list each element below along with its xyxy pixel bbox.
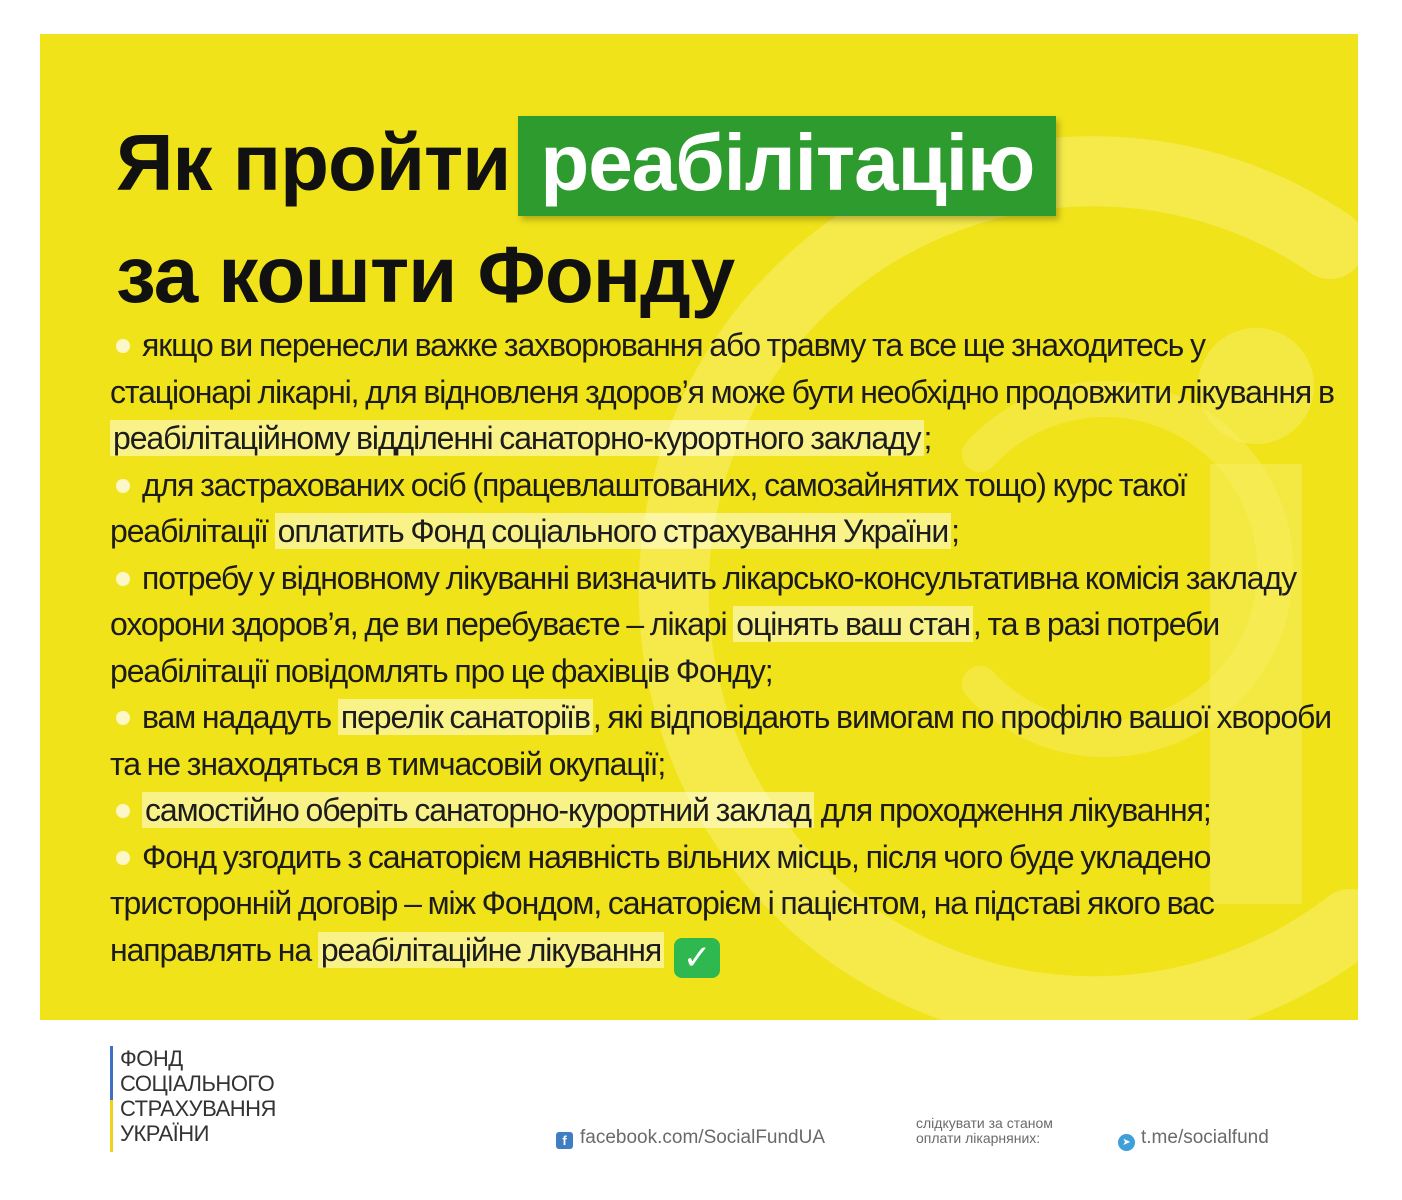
logo-stripe-blue: [110, 1046, 113, 1100]
bullet-item: [110, 694, 1340, 787]
bullet-text-end: , які відповідають вимогам по профілю вашої хвороби та не знаходяться в тимчасовій окупації;: [110, 699, 1332, 782]
title-highlight: реабілітацію: [518, 116, 1056, 216]
facebook-icon: f: [556, 1132, 573, 1149]
bullet-dot-icon: [116, 572, 130, 586]
bullet-text: вам нададуть: [142, 699, 338, 735]
highlighted-text: реабілітаційному відділенні санаторно-курортного закладу: [110, 420, 924, 456]
title-prefix: Як пройти: [116, 118, 511, 207]
bullet-text-end: для проходження лікування;: [814, 792, 1211, 828]
tracking-caption-line-2: оплати лікарняних:: [916, 1130, 1041, 1146]
highlighted-text: оплатить Фонд соціального страхування України: [275, 513, 952, 549]
bullet-text-end: , та в разі потреби реабілітації повідомлять про це фахівців Фонду;: [110, 606, 1220, 689]
bullet-dot-icon: [116, 711, 130, 725]
logo-text: [120, 1046, 276, 1146]
facebook-link[interactable]: [556, 1127, 825, 1149]
bullet-text: Фонд узгодить з санаторієм наявність вільних місць, після чого буде укладено тристоронній договір – між Фондом, санаторієм і пацієнтом, на підставі якого вас направлять на: [110, 838, 1214, 968]
fund-logo: [110, 1046, 310, 1152]
bullet-text: потребу у відновному лікуванні визначить лікарсько-консультативна комісія закладу охорони здоров’я, де ви перебуваєте – лікарі: [110, 559, 1296, 642]
bullet-item: [110, 787, 1340, 834]
bullet-item: [110, 555, 1340, 695]
telegram-link[interactable]: [1118, 1127, 1269, 1151]
highlighted-text: самостійно оберіть санаторно-курортний заклад: [142, 792, 814, 828]
bullet-item: [110, 462, 1340, 555]
logo-line: СОЦІАЛЬНОГО: [120, 1071, 275, 1096]
check-mark-icon: ✓: [674, 938, 720, 978]
title-line-2: за кошти Фонду: [116, 230, 735, 319]
telegram-icon: ➤: [1118, 1134, 1135, 1151]
logo-line: СТРАХУВАННЯ: [120, 1096, 276, 1121]
bullet-text: для застрахованих осіб (працевлаштованих, самозайнятих тощо) курс такої реабілітації: [110, 466, 1187, 549]
bullet-dot-icon: [116, 804, 130, 818]
tracking-caption: [916, 1116, 1053, 1146]
title-line-1: [116, 116, 1056, 228]
logo-line: ФОНД: [120, 1046, 183, 1071]
bullet-list: [110, 322, 1340, 978]
page-title: [116, 116, 1056, 340]
bullet-dot-icon: [116, 851, 130, 865]
bullet-dot-icon: [116, 339, 130, 353]
highlighted-text: перелік санаторіїв: [338, 699, 593, 735]
facebook-url: facebook.com/SocialFundUA: [580, 1127, 826, 1148]
bullet-text-end: ;: [951, 513, 959, 549]
logo-line: УКРАЇНИ: [120, 1121, 209, 1146]
highlighted-text: реабілітаційне лікування: [318, 932, 664, 968]
bullet-item: [110, 322, 1340, 462]
logo-stripe-yellow: [110, 1100, 113, 1152]
bullet-text: якщо ви перенесли важке захворювання або травму та все ще знаходитесь у стаціонарі лікарні, для відновленя здоров’я може бути необхідно продовжити лікування в: [110, 327, 1334, 410]
tracking-caption-line-1: слідкувати за станом: [916, 1115, 1053, 1131]
highlighted-text: оцінять ваш стан: [733, 606, 973, 642]
poster: [40, 34, 1358, 1020]
bullet-item: [110, 834, 1340, 978]
bullet-dot-icon: [116, 479, 130, 493]
telegram-url: t.me/socialfund: [1141, 1127, 1269, 1148]
bullet-text-end: ;: [923, 420, 932, 456]
